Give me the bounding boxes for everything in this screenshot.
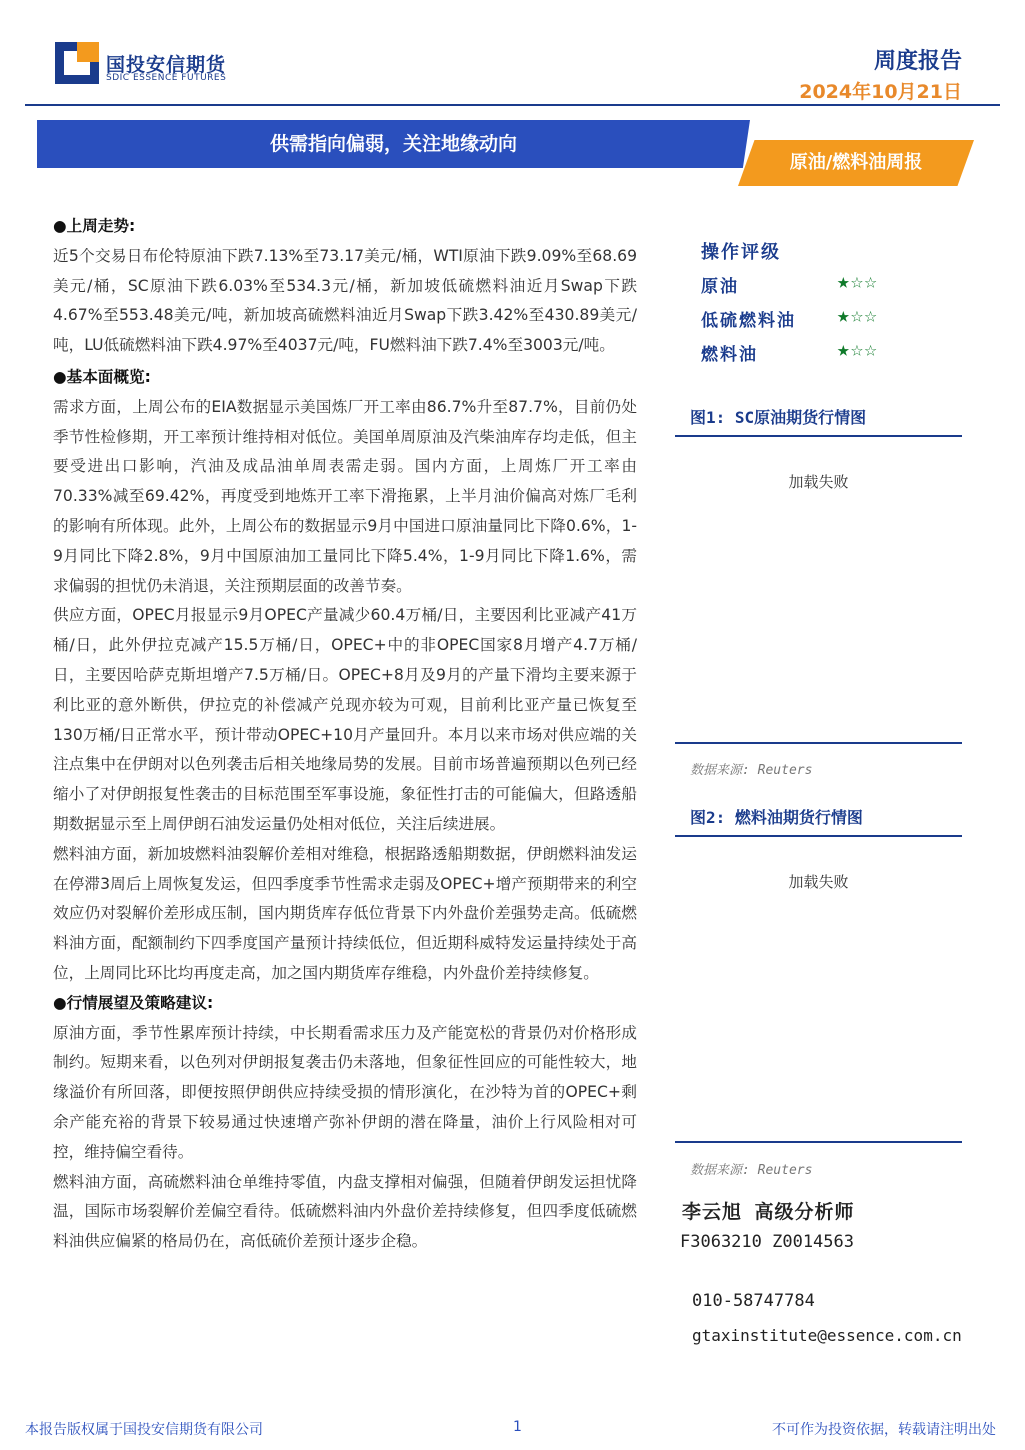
figure-1-image-placeholder: 加载失败	[788, 473, 849, 491]
rating-label: 燃料油	[701, 345, 758, 365]
section-heading: ●行情展望及策略建议:	[53, 993, 214, 1012]
report-title: 供需指向偏弱，关注地缘动向	[269, 133, 517, 155]
footer-copyright: 本报告版权属于国投安信期货有限公司	[25, 1422, 263, 1438]
report-body	[53, 212, 637, 1257]
footer-disclaimer: 不可作为投资依据，转载请注明出处	[772, 1422, 996, 1438]
section-last-week	[53, 212, 637, 361]
figure-2-image-placeholder: 加载失败	[788, 873, 849, 891]
header-divider	[25, 104, 1000, 106]
figure-2-bottom-rule	[675, 1141, 962, 1143]
paragraph: 燃料油方面，新加坡燃料油裂解价差相对维稳，根据路透船期数据，伊朗燃料油发运在停滞3周后上周恢复发运，但四季度季节性需求走弱及OPEC+增产预期带来的利空效应仍对裂解价差形成压制，国内期货库存低位背景下内外盘价差强势走高。低硫燃料油方面，配额制约下四季度国产量预计持续低位，但近期科威特发运量持续处于高位，上周同比环比均再度走高，加之国内期货库存维稳，内外盘价差持续修复。	[53, 844, 637, 982]
report-date: 2024年10月21日	[799, 81, 962, 103]
rating-row-fuel-oil	[701, 337, 961, 370]
company-name-cn: 国投安信期货	[106, 54, 227, 76]
category-tag-label: 原油/燃料油周报	[789, 152, 923, 173]
section-outlook	[53, 989, 637, 1257]
figure-1-top-rule	[675, 435, 962, 437]
figure-1-source: 数据来源: Reuters	[690, 763, 813, 778]
analyst-license: F3063210 Z0014563	[680, 1232, 854, 1252]
section-heading: ●基本面概览:	[53, 367, 151, 386]
company-logo-icon	[55, 42, 99, 84]
star-rating-icon: ★☆☆	[837, 303, 878, 327]
figure-1-title: 图1: SC原油期货行情图	[690, 408, 867, 427]
rating-label: 低硫燃料油	[701, 311, 796, 331]
rating-row-crude	[701, 269, 961, 302]
company-name-en: SDIC ESSENCE FUTURES	[106, 73, 227, 83]
analyst-email[interactable]: gtaxinstitute@essence.com.cn	[692, 1326, 962, 1345]
analyst-name: 李云旭 高级分析师	[682, 1201, 855, 1223]
figure-2-source: 数据来源: Reuters	[690, 1163, 813, 1178]
paragraph: 燃料油方面，高硫燃料油仓单维持零值，内盘支撑相对偏强，但随着伊朗发运担忧降温，国际市场裂解价差偏空看待。低硫燃料油内外盘价差持续修复，但四季度低硫燃料油供应偏紧的格局仍在，高低硫价差预计逐步企稳。	[53, 1172, 637, 1251]
section-fundamentals	[53, 363, 637, 989]
analyst-phone: 010-58747784	[692, 1291, 815, 1311]
rating-title: 操作评级	[701, 242, 781, 263]
figure-1-bottom-rule	[675, 742, 962, 744]
rating-row-low-sulfur	[701, 303, 961, 336]
paragraph: 近5个交易日布伦特原油下跌7.13%至73.17美元/桶，WTI原油下跌9.09%至68.69美元/桶，SC原油下跌6.03%至534.3元/桶，新加坡低硫燃料油近月Swap下跌4.67%至553.48美元/吨，新加坡高硫燃料油近月Swap下跌3.42%至430.89美元/吨，LU低硫燃料油下跌4.97%至4037元/吨，FU燃料油下跌7.4%至3003元/吨。	[53, 246, 637, 355]
paragraph: 原油方面，季节性累库预计持续，中长期看需求压力及产能宽松的背景仍对价格形成制约。短期来看，以色列对伊朗报复袭击仍未落地，但象征性回应的可能性较大，地缘溢价有所回落，即便按照伊朗供应持续受损的情形演化，在沙特为首的OPEC+剩余产能充裕的背景下较易通过快速增产弥补伊朗的潜在降量，油价上行风险相对可控，维持偏空看待。	[53, 1023, 637, 1161]
rating-label: 原油	[701, 277, 739, 297]
figure-2-top-rule	[675, 835, 962, 837]
paragraph: 供应方面，OPEC月报显示9月OPEC产量减少60.4万桶/日，主要因利比亚减产41万桶/日，此外伊拉克减产15.5万桶/日，OPEC+中的非OPEC国家8月增产4.7万桶/日，主要因哈萨克斯坦增产7.5万桶/日。OPEC+8月及9月的产量下滑均主要来源于利比亚的意外断供，伊拉克的补偿减产兑现亦较为可观，目前利比亚产量已恢复至130万桶/日正常水平，预计带动OPEC+10月产量回升。本月以来市场对供应端的关注点集中在伊朗对以色列袭击后相关地缘局势的发展。目前市场普遍预期以色列已经缩小了对伊朗报复性袭击的目标范围至军事设施，象征性打击的可能偏大，但路透船期数据显示至上周伊朗石油发运量仍处相对低位，关注后续进展。	[53, 606, 637, 833]
report-type: 周度报告	[873, 49, 962, 74]
star-rating-icon: ★☆☆	[837, 269, 878, 293]
section-heading: ●上周走势:	[53, 217, 136, 235]
page-number: 1	[513, 1419, 522, 1435]
paragraph: 需求方面，上周公布的EIA数据显示美国炼厂开工率由86.7%升至87.7%，目前仍处季节性检修期，开工率预计维持相对低位。美国单周原油及汽柴油库存均走低，但主要受进出口影响，汽油及成品油单周表需走弱。国内方面，上周炼厂开工率由70.33%减至69.42%，再度受到地炼开工率下滑拖累，上半月油价偏高对炼厂毛利的影响有所体现。此外，上周公布的数据显示9月中国进口原油量同比下降0.6%，1-9月同比下降2.8%，9月中国原油加工量同比下降5.4%，1-9月同比下降1.6%，需求偏弱的担忧仍未消退，关注预期层面的改善节奏。	[53, 397, 637, 595]
star-rating-icon: ★☆☆	[837, 337, 878, 361]
figure-2-title: 图2: 燃料油期货行情图	[690, 808, 863, 827]
